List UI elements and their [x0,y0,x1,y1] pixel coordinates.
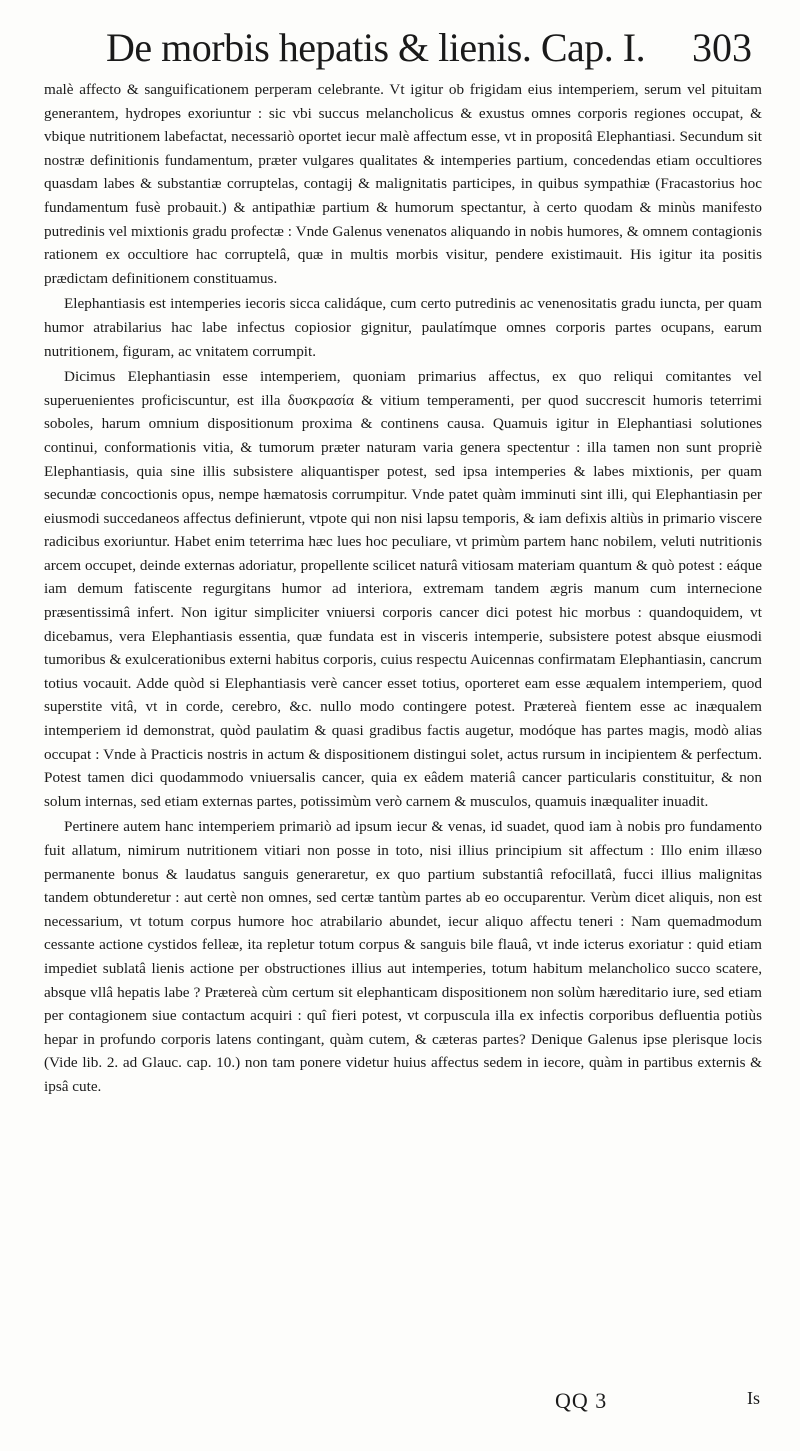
paragraph: Elephantiasis est intemperies iecoris sicca calidáque, cum certo putredinis ac venenositatis gradu iuncta, per quam humor atrabilarius hac labe infectus copiosior gignitur, paulatímque omnes corporis partes ocupans, earum nutritionem, figuram, ac vnitatem corrumpit. [44,295,762,360]
paragraph: Dicimus Elephantiasin esse intemperiem, quoniam primarius affectus, ex quo reliqui comitantes vel superuenientes proficiscuntur, est illa δυσκρασία & vitium temperamenti, per quod succrescit humoris teterrimi soboles, harum omnium dispositionum proxima & continens causa. Quamuis igitur in Elephantiasi solutiones continui, conformationis vitia, & tumorum præter naturam varia genera spectentur : illa tamen non sunt propriè Elephantiasis, quia sine illis subsistere aliquantisper potest, sed ipsa intemperies & labes mixtionis, per quam secundæ concoctionis opus, nempe hæmatosis corrumpitur. Vnde patet quàm imminuti sint illi, qui Elephantiasin per eiusmodi succedaneos affectus definierunt, vtpote qui non nisi lapsu temporis, & iam defixis altiùs in primario viscere radicibus exoriuntur. Habet enim teterrima hæc lues hoc peculiare, vt primùm partem hanc nobilem, veluti nutritionis arcem occupet, deinde externas adoriatur, propellente scilicet naturâ vitiosam materiam quantum & quò potest : eáque iam demum fatiscente regurgitans humor ad interiora, extremam tandem ægris manum cum internecione præsentissimâ infert. Non igitur simpliciter vniuersi corporis cancer dici potest hic morbus : quandoquidem, vt dicebamus, vera Elephantiasis essentia, quæ fundata est in visceris intemperie, subsistere potest absque eiusmodi tumoribus & exulcerationibus externi habitus corporis, cuius respectu Auicennas confirmatam Elephantiasin, cancrum totius vocauit. Adde quòd si Elephantiasis verè cancer esset totius, oporteret eam esse æqualem intemperiem, quod superstite vitâ, vt in corde, cerebro, &c. nullo modo contingere potest. Prætereà fientem esse ac inæqualem intemperiem id demonstrat, quòd paulatim & quasi gradibus factis augetur, modóque has partes magis, modò alias occupat : Vnde à Practicis nostris in actum & dispositionem distingui solet, actus rursum in incipientem & perfectum. Potest tamen dici quodammodo vniuersalis cancer, quia ex eâdem materiâ cancer particularis constituitur, & non solum internas, sed etiam externas partes, potissimùm verò carnem & musculos, quamuis inæqualiter inuadit. [44,368,762,810]
signature-mark: QQ 3 [555,1388,608,1413]
paragraph: Pertinere autem hanc intemperiem primariò ad ipsum iecur & venas, id suadet, quod iam à nobis pro fundamento fuit allatum, nimirum nutritionem vitiari non posse in toto, nisi illius principium sit affectum : Illo enim illæso permanente bonus & laudatus sanguis generaretur, ex quo partium substantiâ refocillatâ, fucci illius malignitas tandem obtunderetur : aut certè non omnes, sed certæ tantùm partes ab eo occuparentur. Verùm dicet aliquis, non est necessarium, vt totum corpus humore hoc atrabilario abundet, iecur aliquo affectu teneri : Nam quemadmodum cessante actione cystidos felleæ, ita repletur totum corpus & sanguis bile flauâ, vt inde icterus exoriatur : quid etiam impediet sublatâ lienis actione per obstructiones illius aut intemperies, totum habitum melancholico succo scatere, absque vllâ hepatis labe ? Prætereà cùm certum sit elephanticam dispositionem non solùm hæreditario iure, sed etiam per contagionem siue contactum acquiri : quî fieri potest, vt corpuscula illa ex infectis corporibus defluentia potiùs hepar in profundo corporis latens contingant, quàm cutem, & cæteras partes? Denique Galenus ipse plerisque locis (Vide lib. 2. ad Glauc. cap. 10.) non tam ponere videtur huius affectus sedem in iecore, quàm in partibus externis & ipsâ cute. [44,818,762,1095]
page-number: 303 [692,25,752,70]
paragraph: malè affecto & sanguificationem perperam celebrante. Vt igitur ob frigidam eius intemperiem, serum vel pituitam generantem, hydropes exoriuntur : sic vbi succus melancholicus & exustus omnes corporis regiones occupat, & vbique nutritionem labefactat, necessariò oportet iecur malè affectum esse, vt in propositâ Elephantiasi. Secundum sit nostræ definitionis fundamentum, præter vulgares qualitates & intemperies partium, concedendas etiam occultiores quasdam labes & substantiæ corruptelas, contagij & malignitatis participes, in quibus sympathiæ (Fracastorius hoc fundamentum fusè probauit.) & antipathiæ partium & humorum spectantur, à certo quodam & minùs manifesto putredinis vel mixtionis gradu profectæ : Vnde Galenus venenatos aliquando in nobis humores, & omnem contagionis rationem ex occultiore hac corruptelâ, quæ in multis morbis visitur, pendere existimauit. His igitur ita positis prædictam definitionem constituamus. [44,81,762,287]
page-footer [0,1388,800,1428]
page-header [44,18,762,78]
running-head: De morbis hepatis & lienis. Cap. I. [106,25,646,70]
catchword: Is [747,1388,760,1408]
body-text [44,78,762,1099]
